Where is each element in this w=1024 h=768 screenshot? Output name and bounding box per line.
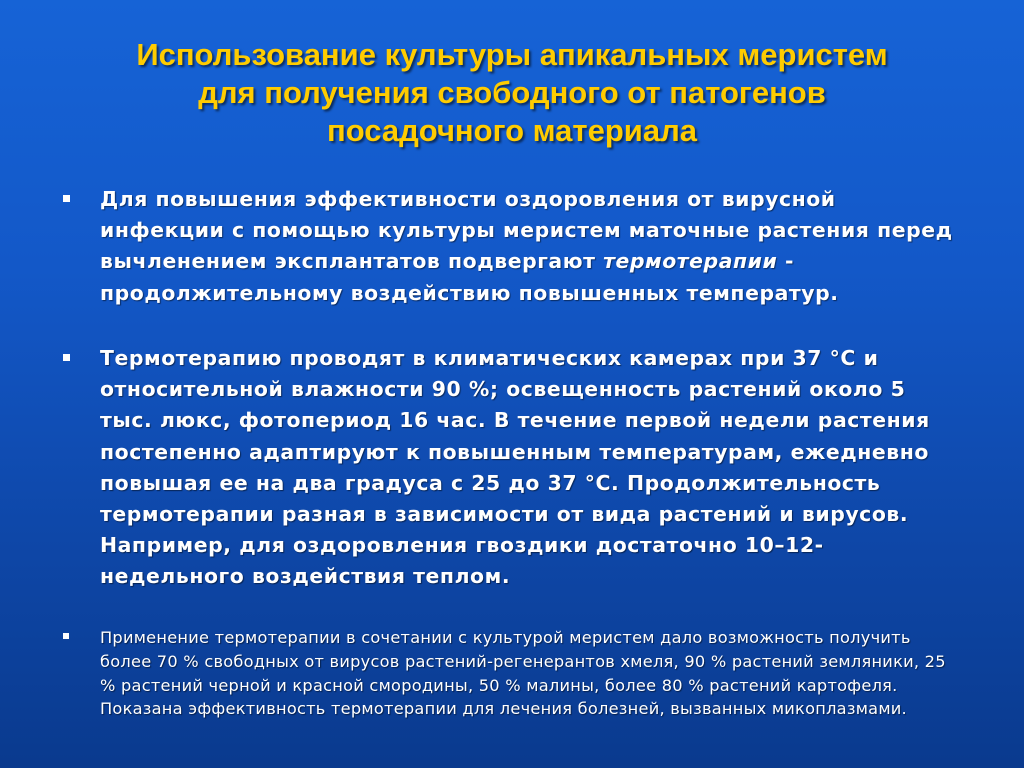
emphasized-term: термотерапии [603, 249, 778, 274]
bullet-text: Применение термотерапии в сочетании с культурой меристем дало возможность получить более 70 % свободных от вирусов растений-регенерантов хмеля, 90 % растений земляники, 25 % растений черной и красной смородины, 50 % малины, более 80 % растений картофеля. Показана эффективность термотерапии для лечения болезней, вызванных микоплазмами. [100, 628, 946, 719]
title-line: посадочного материала [326, 113, 698, 148]
slide-title [60, 36, 964, 150]
bullet-marker [63, 633, 69, 639]
title-line: Использование культуры апикальных меристем [136, 37, 888, 72]
bullet-text: Термотерапию проводят в климатических камерах при 37 °С и относительной влажности 90 %; освещенность растений около 5 тыс. люкс, фотопериод 16 час. В течение первой недели растения постепенно адаптируют к повышенным температурам, ежедневно повышая ее на два градуса с 25 до 37 °С. Продолжительность термотерапии разная в зависимости от вида растений и вирусов. Например, для оздоровления гвоздики достаточно 10–12-недельного воздействия теплом. [100, 346, 930, 589]
bullet-marker [63, 354, 70, 361]
bullet-text-part: - продолжительному воздействию повышенных температур. [100, 249, 839, 305]
bullet-text [100, 184, 964, 309]
title-line: для получения свободного от патогенов [198, 75, 826, 110]
bullet-marker [63, 195, 70, 202]
bullet-text-part: Для повышения эффективности оздоровления от вирусной инфекции с помощью культуры меристем маточные растения перед вычленением эксплантатов подвергают [100, 187, 953, 274]
